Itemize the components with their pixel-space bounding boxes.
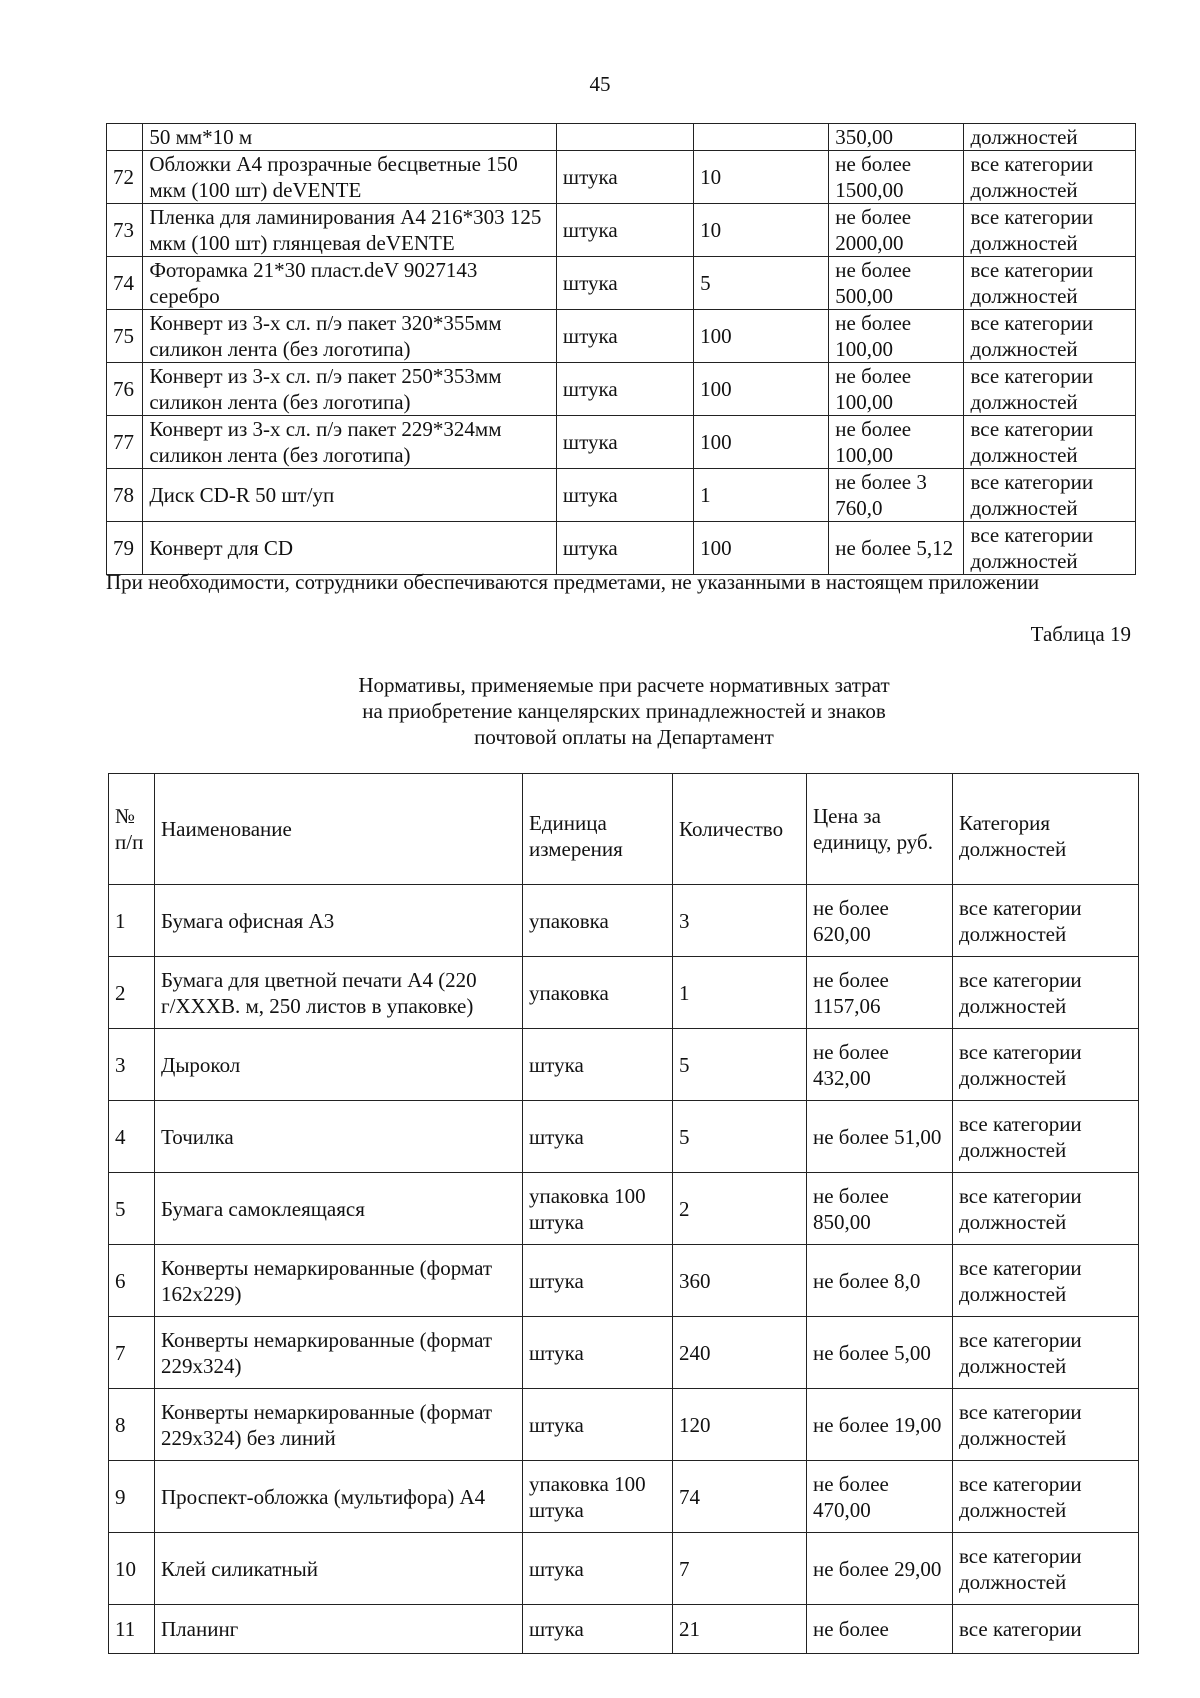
cell-qty: 1 — [694, 469, 829, 522]
cell-unit — [556, 124, 693, 151]
cell-category: все категории должностей — [953, 1389, 1139, 1461]
header-row — [109, 774, 1139, 885]
cell-qty: 100 — [694, 363, 829, 416]
cell-category: все категории должностей — [964, 469, 1136, 522]
cell-price: не более 5,12 — [829, 522, 964, 575]
page-number: 45 — [589, 72, 611, 96]
cell-unit: штука — [523, 1389, 673, 1461]
cell-category: все категории должностей — [953, 1029, 1139, 1101]
cell-category: все категории должностей — [964, 151, 1136, 204]
table-row — [107, 151, 1136, 204]
cell-unit: упаковка — [523, 957, 673, 1029]
table-heading — [0, 672, 1200, 750]
table-number: Таблица 19 — [1030, 622, 1131, 646]
cell-category: все категории должностей — [953, 1245, 1139, 1317]
cell-unit: штука — [556, 363, 693, 416]
cell-name: Планинг — [155, 1605, 523, 1654]
cell-unit: штука — [523, 1101, 673, 1173]
cell-category: все категории должностей — [964, 416, 1136, 469]
cell-qty: 5 — [673, 1029, 807, 1101]
cell-unit: штука — [523, 1605, 673, 1654]
cell-unit: штука — [556, 522, 693, 575]
note: При необходимости, сотрудники обеспечиваются предметами, не указанными в настоящем приложении — [106, 570, 1040, 594]
cell-name: Клей силикатный — [155, 1533, 523, 1605]
table-row — [109, 1461, 1139, 1533]
cell-unit: упаковка 100 штука — [523, 1461, 673, 1533]
cell-name: Проспект-обложка (мультифора) А4 — [155, 1461, 523, 1533]
cell-price: не более 8,0 — [807, 1245, 953, 1317]
cell-qty: 10 — [694, 204, 829, 257]
cell-qty: 240 — [673, 1317, 807, 1389]
cell-category: все категории должностей — [953, 1317, 1139, 1389]
cell-qty: 5 — [694, 257, 829, 310]
table-row — [109, 1029, 1139, 1101]
cell-num: 74 — [107, 257, 143, 310]
cell-name: 50 мм*10 м — [143, 124, 557, 151]
cell-qty: 100 — [694, 416, 829, 469]
cell-price: не более 500,00 — [829, 257, 964, 310]
cell-category: все категории должностей — [964, 310, 1136, 363]
cell-price: 350,00 — [829, 124, 964, 151]
cell-price: не более 100,00 — [829, 310, 964, 363]
table-row — [107, 469, 1136, 522]
table-row — [109, 1317, 1139, 1389]
cell-price: не более 850,00 — [807, 1173, 953, 1245]
table-row — [109, 885, 1139, 957]
cell-qty: 5 — [673, 1101, 807, 1173]
cell-price: не более 470,00 — [807, 1461, 953, 1533]
cell-num: 1 — [109, 885, 155, 957]
cell-qty: 2 — [673, 1173, 807, 1245]
cell-num: 9 — [109, 1461, 155, 1533]
cell-unit: штука — [556, 310, 693, 363]
table-19 — [108, 773, 1139, 1654]
cell-unit: упаковка — [523, 885, 673, 957]
header-qty: Количество — [673, 774, 807, 885]
cell-num: 3 — [109, 1029, 155, 1101]
cell-category: все категории должностей — [964, 363, 1136, 416]
cell-num: 73 — [107, 204, 143, 257]
cell-price: не более 100,00 — [829, 416, 964, 469]
cell-num: 79 — [107, 522, 143, 575]
cell-unit: штука — [523, 1533, 673, 1605]
heading-line: на приобретение канцелярских принадлежностей и знаков — [362, 699, 886, 723]
cell-num: 77 — [107, 416, 143, 469]
cell-unit: штука — [556, 416, 693, 469]
cell-price: не более — [807, 1605, 953, 1654]
cell-category: все категории должностей — [964, 204, 1136, 257]
table-row — [109, 1389, 1139, 1461]
cell-name: Конверт из 3-х сл. п/э пакет 229*324мм силикон лента (без логотипа) — [143, 416, 557, 469]
cell-price: не более 2000,00 — [829, 204, 964, 257]
table-row — [109, 1533, 1139, 1605]
cell-category: все категории должностей — [953, 1173, 1139, 1245]
heading-line: почтовой оплаты на Департамент — [474, 725, 774, 749]
cell-category: все категории должностей — [953, 885, 1139, 957]
cell-category: все категории должностей — [964, 257, 1136, 310]
cell-name: Диск CD-R 50 шт/уп — [143, 469, 557, 522]
cell-num: 72 — [107, 151, 143, 204]
cell-qty — [694, 124, 829, 151]
header-unit: Единица измерения — [523, 774, 673, 885]
header-name: Наименование — [155, 774, 523, 885]
cell-unit: штука — [523, 1317, 673, 1389]
table-row — [107, 416, 1136, 469]
table-row — [107, 204, 1136, 257]
cell-category: все категории должностей — [953, 1533, 1139, 1605]
table-row — [109, 1101, 1139, 1173]
cell-category: должностей — [964, 124, 1136, 151]
cell-name: Фоторамка 21*30 пласт.deV 9027143 серебро — [143, 257, 557, 310]
cell-num: 75 — [107, 310, 143, 363]
cell-qty: 21 — [673, 1605, 807, 1654]
cell-name: Конверт для CD — [143, 522, 557, 575]
cell-num — [107, 124, 143, 151]
header-price: Цена за единицу, руб. — [807, 774, 953, 885]
cell-name: Пленка для ламинирования А4 216*303 125 мкм (100 шт) глянцевая deVENTE — [143, 204, 557, 257]
cell-qty: 100 — [694, 310, 829, 363]
cell-qty: 74 — [673, 1461, 807, 1533]
cell-name: Бумага офисная А3 — [155, 885, 523, 957]
cell-num: 6 — [109, 1245, 155, 1317]
cell-qty: 1 — [673, 957, 807, 1029]
table-row — [107, 363, 1136, 416]
cell-unit: упаковка 100 штука — [523, 1173, 673, 1245]
cell-price: не более 1500,00 — [829, 151, 964, 204]
cell-num: 2 — [109, 957, 155, 1029]
cell-num: 78 — [107, 469, 143, 522]
cell-qty: 120 — [673, 1389, 807, 1461]
cell-num: 76 — [107, 363, 143, 416]
table-row — [109, 1245, 1139, 1317]
cell-price: не более 29,00 — [807, 1533, 953, 1605]
cell-unit: штука — [556, 204, 693, 257]
cell-unit: штука — [523, 1245, 673, 1317]
cell-price: не более 620,00 — [807, 885, 953, 957]
cell-qty: 10 — [694, 151, 829, 204]
cell-category: все категории — [953, 1605, 1139, 1654]
cell-price: не более 3 760,0 — [829, 469, 964, 522]
header-category: Категория должностей — [953, 774, 1139, 885]
cell-name: Конверты немаркированные (формат 229х324) — [155, 1317, 523, 1389]
cell-num: 11 — [109, 1605, 155, 1654]
table-row — [109, 1605, 1139, 1654]
cell-name: Обложки А4 прозрачные бесцветные 150 мкм (100 шт) deVENTE — [143, 151, 557, 204]
cell-qty: 7 — [673, 1533, 807, 1605]
cell-num: 4 — [109, 1101, 155, 1173]
cell-unit: штука — [523, 1029, 673, 1101]
cell-num: 10 — [109, 1533, 155, 1605]
cell-qty: 3 — [673, 885, 807, 957]
cell-num: 8 — [109, 1389, 155, 1461]
table-row — [107, 124, 1136, 151]
cell-name: Дырокол — [155, 1029, 523, 1101]
cell-price: не более 432,00 — [807, 1029, 953, 1101]
cell-name: Бумага для цветной печати А4 (220 г/XXXВ. м, 250 листов в упаковке) — [155, 957, 523, 1029]
heading-line: Нормативы, применяемые при расчете нормативных затрат — [358, 673, 890, 697]
cell-unit: штука — [556, 469, 693, 522]
cell-price: не более 100,00 — [829, 363, 964, 416]
cell-price: не более 1157,06 — [807, 957, 953, 1029]
table-continued — [106, 123, 1136, 575]
header-num: № п/п — [109, 774, 155, 885]
cell-name: Точилка — [155, 1101, 523, 1173]
cell-name: Конверты немаркированные (формат 162х229) — [155, 1245, 523, 1317]
table-row — [107, 257, 1136, 310]
cell-num: 5 — [109, 1173, 155, 1245]
cell-num: 7 — [109, 1317, 155, 1389]
cell-name: Бумага самоклеящаяся — [155, 1173, 523, 1245]
cell-name: Конверт из 3-х сл. п/э пакет 250*353мм силикон лента (без логотипа) — [143, 363, 557, 416]
table-row — [109, 957, 1139, 1029]
cell-name: Конверты немаркированные (формат 229х324) без линий — [155, 1389, 523, 1461]
cell-price: не более 5,00 — [807, 1317, 953, 1389]
table-row — [107, 310, 1136, 363]
cell-name: Конверт из 3-х сл. п/э пакет 320*355мм силикон лента (без логотипа) — [143, 310, 557, 363]
cell-price: не более 19,00 — [807, 1389, 953, 1461]
cell-unit: штука — [556, 257, 693, 310]
cell-category: все категории должностей — [953, 957, 1139, 1029]
cell-category: все категории должностей — [964, 522, 1136, 575]
cell-qty: 360 — [673, 1245, 807, 1317]
cell-category: все категории должностей — [953, 1101, 1139, 1173]
cell-unit: штука — [556, 151, 693, 204]
table-row — [107, 522, 1136, 575]
cell-qty: 100 — [694, 522, 829, 575]
table-row — [109, 1173, 1139, 1245]
cell-price: не более 51,00 — [807, 1101, 953, 1173]
cell-category: все категории должностей — [953, 1461, 1139, 1533]
